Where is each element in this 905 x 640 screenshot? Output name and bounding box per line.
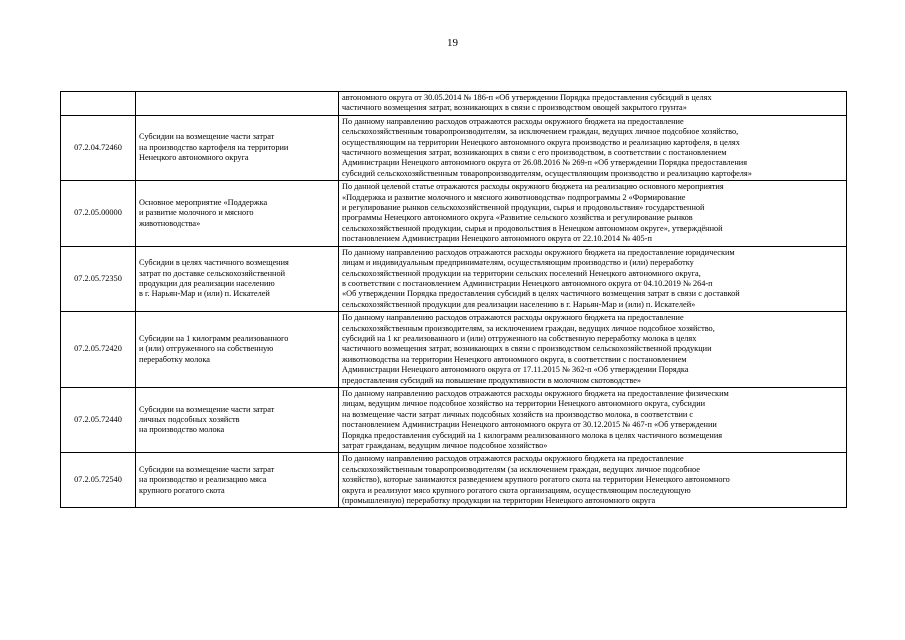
target-article-description: По данному направлению расходов отражаются расходы окружного бюджета на предоставление физическим лицам, ведущим личное подсобное хозяйство на территории Ненецкого автономного округа, субсидии на возмещение части затрат личных подсобных хозяйств на производство молока, в соответствии с постановлением Администрации Ненецкого автономного округа от 30.12.2015 № 467-п «Об утверждении Порядка предоставления субсидий на 1 килограмм реализованного молока в целях частичного возмещения затрат гражданам, ведущим личное подсобное хозяйство»	[339, 387, 847, 452]
target-article-description: По данной целевой статье отражаются расходы окружного бюджета на реализацию основного мероприятия «Поддержка и развитие молочного и мясного животноводства» подпрограммы 2 «Формирование и регулирование рынков сельскохозяйственной продукции, сырья и продовольствия» государственной программы Ненецкого автономного округа «Развитие сельского хозяйства и регулирование рынков сельскохозяйственной продукции, сырья и продовольствия в Ненецком автономном округе», утверждённой постановлением Администрации Ненецкого автономного округа от 22.10.2014 № 405-п	[339, 181, 847, 246]
target-article-code: 07.2.05.00000	[61, 181, 136, 246]
target-article-name: Субсидии на возмещение части затрат личных подсобных хозяйств на производство молока	[136, 387, 339, 452]
target-article-name: Субсидии на возмещение части затрат на производство картофеля на территории Ненецкого автономного округа	[136, 115, 339, 180]
table-row	[61, 312, 847, 388]
target-article-description: автономного округа от 30.05.2014 № 186-п «Об утверждении Порядка предоставления субсидий в целях частичного возмещения затрат, возникающих в связи с производством овощей закрытого грунта»	[339, 92, 847, 116]
target-article-description: По данному направлению расходов отражаются расходы окружного бюджета на предоставление сельскохозяйственным товаропроизводителям, за исключением граждан, ведущих личное подсобное хозяйство, осуществляющим на территории Ненецкого автономного округа производство и реализацию картофеля, в целях частичного возмещения затрат, возникающих в связи с его производством, в соответствии с постановлением Администрации Ненецкого автономного округа от 26.08.2016 № 269-п «Об утверждении Порядка предоставления субсидий сельскохозяйственным товаропроизводителям, осуществляющим производство и реализацию картофеля»	[339, 115, 847, 180]
target-article-code: 07.2.05.72440	[61, 387, 136, 452]
target-article-name: Субсидии на возмещение части затрат на производство и реализацию мяса крупного рогатого скота	[136, 453, 339, 508]
target-article-name: Субсидии в целях частичного возмещения затрат по доставке сельскохозяйственной продукции для реализации населению в г. Нарьян-Мар и (или) п. Искателей	[136, 246, 339, 311]
budget-classification-table	[60, 91, 847, 508]
page-number: 19	[447, 37, 458, 49]
table-row	[61, 92, 847, 116]
table-row	[61, 181, 847, 246]
table-row	[61, 453, 847, 508]
table-row	[61, 387, 847, 452]
target-article-description: По данному направлению расходов отражаются расходы окружного бюджета на предоставление юридическим лицам и индивидуальным предпринимателям, осуществляющим производство и (или) переработку сельскохозяйственной продукции на территории сельских поселений Ненецкого автономного округа, в соответствии с постановлением Администрации Ненецкого автономного округа от 04.10.2019 № 264-п «Об утверждении Порядка предоставления субсидий в целях частичного возмещения затрат в связи с доставкой сельскохозяйственной продукции для реализации населению в г. Нарьян-Мар и (или) п. Искателей»	[339, 246, 847, 311]
target-article-code	[61, 92, 136, 116]
target-article-description: По данному направлению расходов отражаются расходы окружного бюджета на предоставление сельскохозяйственным товаропроизводителям (за исключением граждан, ведущих личное подсобное хозяйство), которые занимаются разведением крупного рогатого скота на территории Ненецкого автономного округа и реализуют мясо крупного рогатого скота организациям, осуществляющим последующую (промышленную) переработку продукции на территории Ненецкого автономного округа	[339, 453, 847, 508]
target-article-description: По данному направлению расходов отражаются расходы окружного бюджета на предоставление сельскохозяйственным производителям, за исключением граждан, ведущих личное подсобное хозяйство, субсидий на 1 кг реализованного и (или) отгруженного на собственную переработку молока в целях частичного возмещения затрат, возникающих в связи с производством сельскохозяйственной продукции животноводства на территории Ненецкого автономного округа, в соответствии с постановлением Администрации Ненецкого автономного округа от 17.11.2015 № 362-п «Об утверждении Порядка предоставления субсидий на повышение продуктивности в молочном скотоводстве»	[339, 312, 847, 388]
table-row	[61, 115, 847, 180]
target-article-code: 07.2.04.72460	[61, 115, 136, 180]
target-article-name: Субсидии на 1 килограмм реализованного и (или) отгруженного на собственную переработку молока	[136, 312, 339, 388]
table-row	[61, 246, 847, 311]
target-article-name	[136, 92, 339, 116]
target-article-code: 07.2.05.72420	[61, 312, 136, 388]
target-article-name: Основное мероприятие «Поддержка и развитие молочного и мясного животноводства»	[136, 181, 339, 246]
target-article-code: 07.2.05.72350	[61, 246, 136, 311]
target-article-code: 07.2.05.72540	[61, 453, 136, 508]
